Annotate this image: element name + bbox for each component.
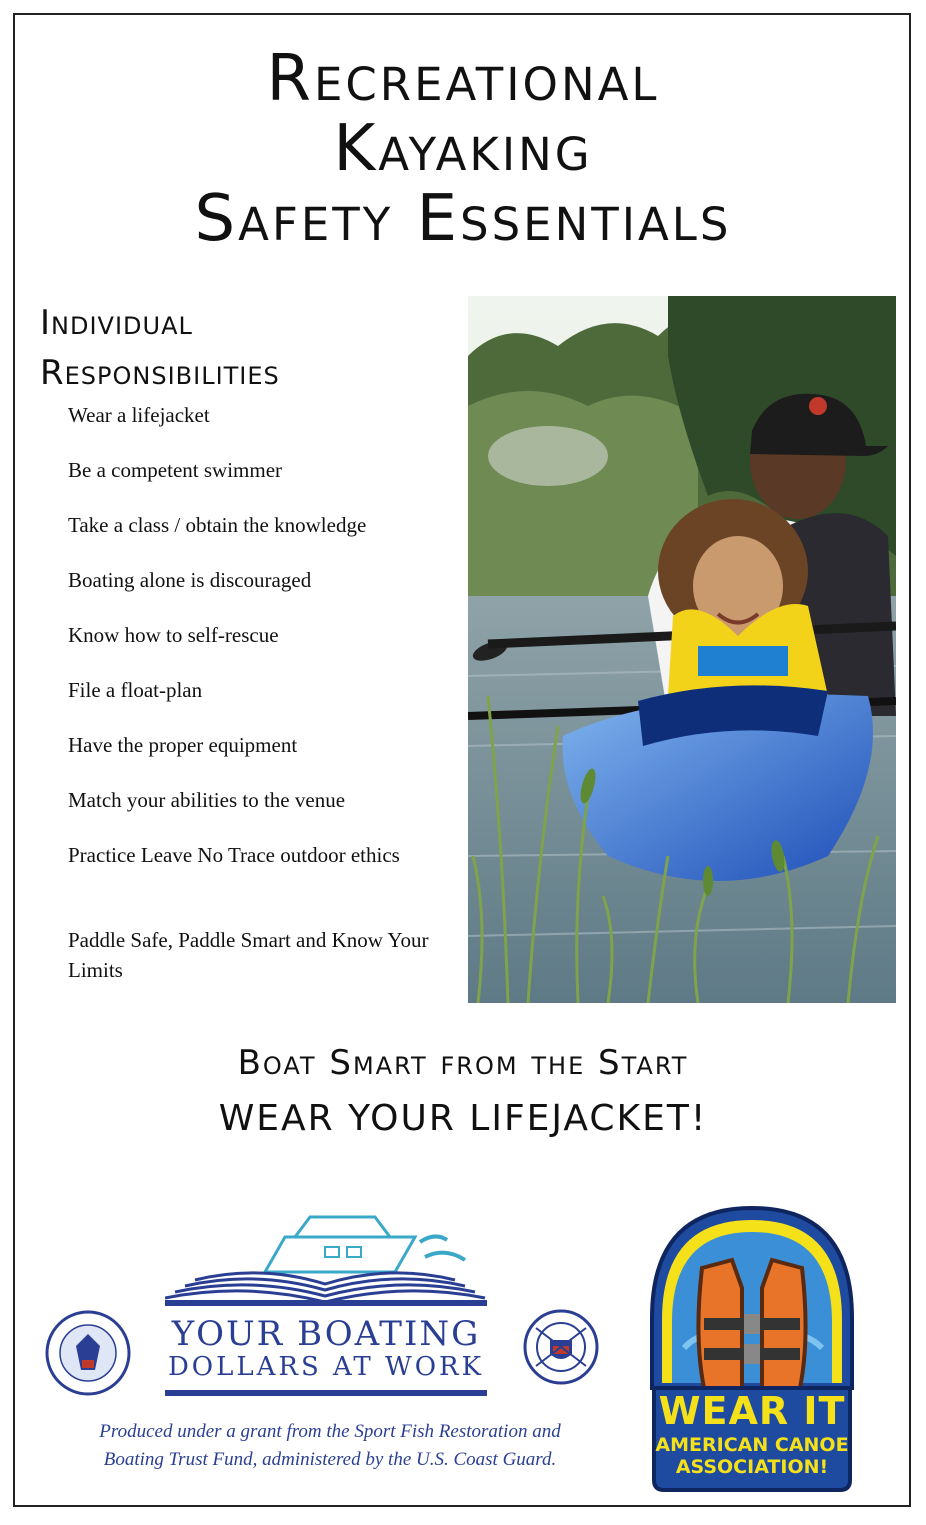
title-line-1: Recreational: [266, 42, 660, 116]
boating-logo-line-1: YOUR BOATING: [171, 1314, 481, 1354]
wear-it-logo: [632, 1198, 872, 1494]
wear-it-org-line-1: AMERICAN CANOE: [655, 1434, 849, 1456]
kayak-photo: [468, 296, 896, 1003]
list-item: Paddle Safe, Paddle Smart and Know Your Limits: [68, 928, 429, 982]
list-item: Practice Leave No Trace outdoor ethics: [68, 843, 400, 867]
kayak-photo-illustration: [468, 296, 896, 1003]
wear-it-text: WEAR IT: [658, 1389, 846, 1433]
section-heading-line-1: Individual: [40, 303, 193, 343]
list-item: Wear a lifejacket: [68, 403, 210, 427]
slogan-line-1: Boat Smart from the Start: [237, 1043, 689, 1083]
list-item: Match your abilities to the venue: [68, 788, 346, 812]
list-item: Boating alone is discouraged: [68, 568, 312, 592]
boat-icon: [165, 1212, 487, 1322]
credit-line-1: Produced under a grant from the Sport Fish Restoration and: [99, 1421, 561, 1442]
dhs-seal: [45, 1310, 131, 1396]
title-line-2: Kayaking: [333, 112, 593, 186]
credit-line-2: Boating Trust Fund, administered by the U.S. Coast Guard.: [103, 1449, 557, 1470]
list-item: Have the proper equipment: [68, 733, 298, 757]
wear-it-org-line-2: ASSOCIATION!: [675, 1456, 829, 1478]
uscg-seal-icon: [522, 1308, 600, 1386]
boating-logo-line-2: DOLLARS AT WORK: [167, 1352, 485, 1382]
list-item: Be a competent swimmer: [68, 458, 283, 482]
boating-dollars-logo: [165, 1212, 487, 1398]
list-item: File a float-plan: [68, 678, 203, 702]
grant-credit: [60, 1418, 600, 1474]
dhs-seal-icon: [45, 1310, 131, 1396]
list-item: Take a class / obtain the knowledge: [68, 513, 367, 537]
title-line-3: Safety Essentials: [194, 182, 732, 256]
uscg-seal: [522, 1308, 600, 1386]
boating-logo-underline: [165, 1390, 487, 1396]
section-heading: [40, 298, 280, 398]
section-heading-line-2: Responsibilities: [40, 353, 280, 393]
list-item: Know how to self-rescue: [68, 623, 279, 647]
slogan-line-2: WEAR YOUR LIFEJACKET!: [218, 1098, 708, 1139]
